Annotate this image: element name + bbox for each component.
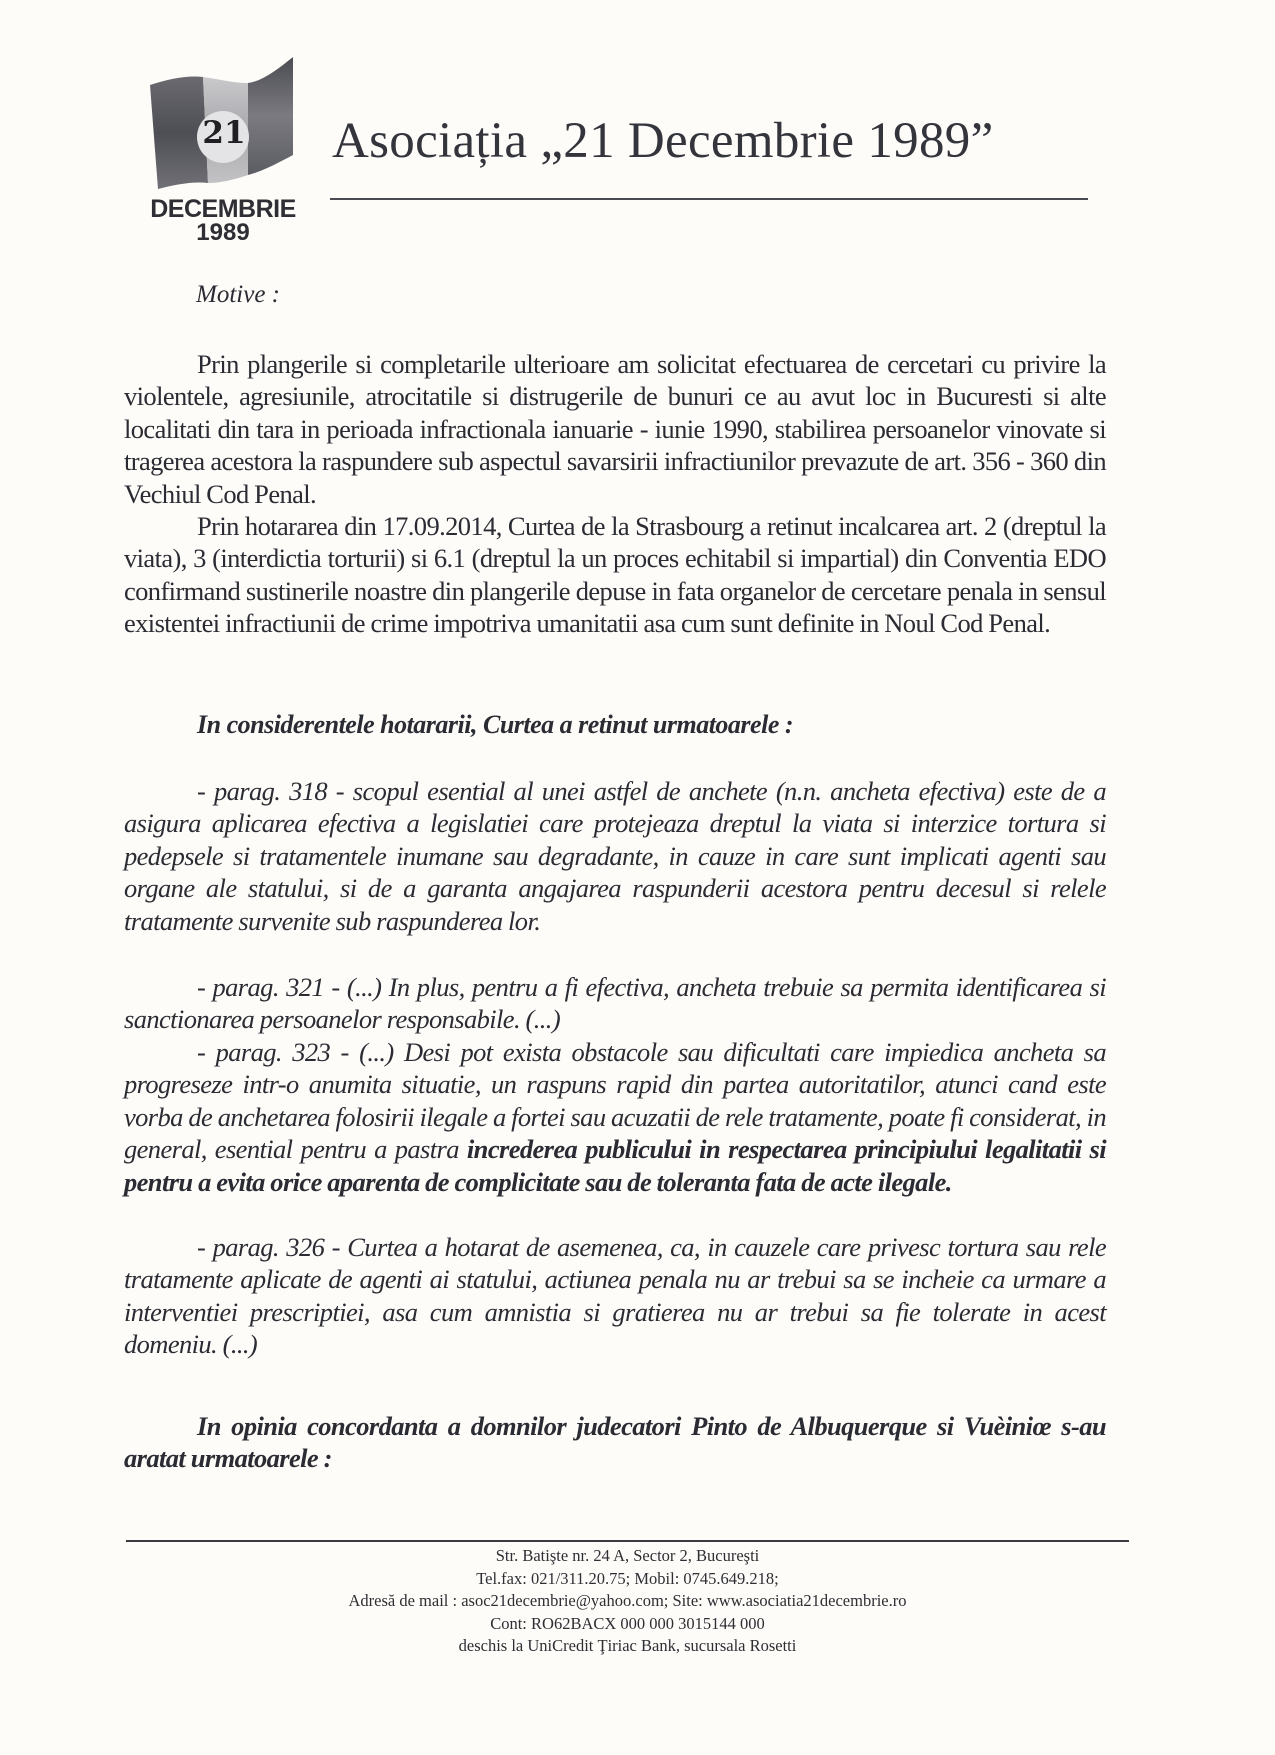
- citation-text: - parag. 323 - (...) Desi pot exista obstacole sau dificultati care impiedica ancheta sa progreseze intr-o anumita situatie, un raspuns rapid din partea autoritatilor, atunci cand este vorba de anchetarea folosirii ilegale a fortei sau acuzatii de rele tratamente, poate fi considerat, in general, esential pentru a pastra: [124, 1037, 1106, 1165]
- footer-bank: deschis la UniCredit Ţiriac Bank, sucursala Rosetti: [458, 1636, 797, 1655]
- citation-text: - parag. 326 - Curtea a hotarat de asemenea, ca, in cauzele care privesc tortura sau rele tratamente aplicate de agenti ai statului, actiunea penala nu ar trebui sa se incheie ca urmare a interventiei prescriptiei, asa cum amnistia si gratierea nu ar trebui sa fie tolerate in acest domeniu. (...): [124, 1232, 1106, 1360]
- citation-parag-323: [124, 1036, 1106, 1198]
- paragraph-text: Prin hotararea din 17.09.2014, Curtea de la Strasbourg a retinut incalcarea art. 2 (dreptul la viata), 3 (interdictia torturii) si 6.1 (dreptul la un proces echitabil si impartial) din Conventia EDO confirmand sustinerile noastre din plangerile depuse in fata organelor de cercetare penala in sensul existentei infractiunii de crime impotriva umanitatii asa cum sunt definite in Noul Cod Penal.: [124, 511, 1106, 639]
- footer-divider: [126, 1540, 1129, 1542]
- footer-account: Cont: RO62BACX 000 000 3015144 000: [490, 1613, 765, 1633]
- logo-month: DECEMBRIE: [150, 195, 296, 223]
- section-heading-court: In considerentele hotararii, Curtea a retinut urmatoarele :: [197, 710, 794, 739]
- logo-year: 1989: [196, 219, 250, 246]
- citation-text: - parag. 321 - (...) In plus, pentru a fi efectiva, ancheta trebuie sa permita identificarea si sanctionarea persoanelor responsabile. (...): [124, 972, 1106, 1035]
- footer-phone: Tel.fax: 021/311.20.75; Mobil: 0745.649.218;: [476, 1568, 779, 1588]
- citation-parag-318: [124, 775, 1106, 937]
- citation-text: - parag. 318 - scopul esential al unei astfel de anchete (n.n. ancheta efectiva) este de a asigura aplicarea efectiva a legislatiei care protejeaza dreptul la viata si interzice tortura si pedepsele si tratamentele inumane sau degradante, in cauze in care sunt implicati agenti sau organe ale statului, si de a garanta angajarea raspunderii acestora pentru decesul si relele tratamente survenite sub raspunderea lor.: [124, 776, 1106, 936]
- paragraph-complaints: [124, 348, 1106, 510]
- paragraph-ruling: [124, 510, 1106, 640]
- title-divider: [330, 198, 1088, 200]
- citation-emphasis: increderea publicului in respectarea principiului legalitatii si pentru a evita orice aparenta de complicitate sau de toleranta fata de acte ilegale.: [124, 1134, 1107, 1197]
- logo-number: 21: [202, 115, 246, 151]
- citation-parag-321: [124, 971, 1106, 1036]
- motive-label: Motive :: [196, 281, 280, 308]
- footer: [126, 1545, 1129, 1658]
- heading-text: In opinia concordanta a domnilor judecatori Pinto de Albuquerque si Vuèiniœ s-au aratat urmatoarele :: [124, 1411, 1106, 1474]
- page-title: Asociația „21 Decembrie 1989”: [332, 113, 994, 169]
- footer-email: Adresă de mail : asoc21decembrie@yahoo.com; Site: www.asociatia21decembrie.ro: [348, 1591, 907, 1610]
- footer-address: Str. Batişte nr. 24 A, Sector 2, Bucureşti: [495, 1546, 760, 1565]
- association-logo: [148, 55, 298, 250]
- citation-parag-326: [124, 1231, 1106, 1361]
- section-heading-opinion: [124, 1410, 1106, 1475]
- paragraph-text: Prin plangerile si completarile ulterioare am solicitat efectuarea de cercetari cu privire la violentele, agresiunile, atrocitatile si distrugerile de bunuri ce au avut loc in Bucuresti si alte localitati din tara in perioada infractionala ianuarie - iunie 1990, stabilirea persoanelor vinovate si tragerea acestora la raspundere sub aspectul savarsirii infractiunilor prevazute de art. 356 - 360 din Vechiul Cod Penal.: [124, 349, 1106, 509]
